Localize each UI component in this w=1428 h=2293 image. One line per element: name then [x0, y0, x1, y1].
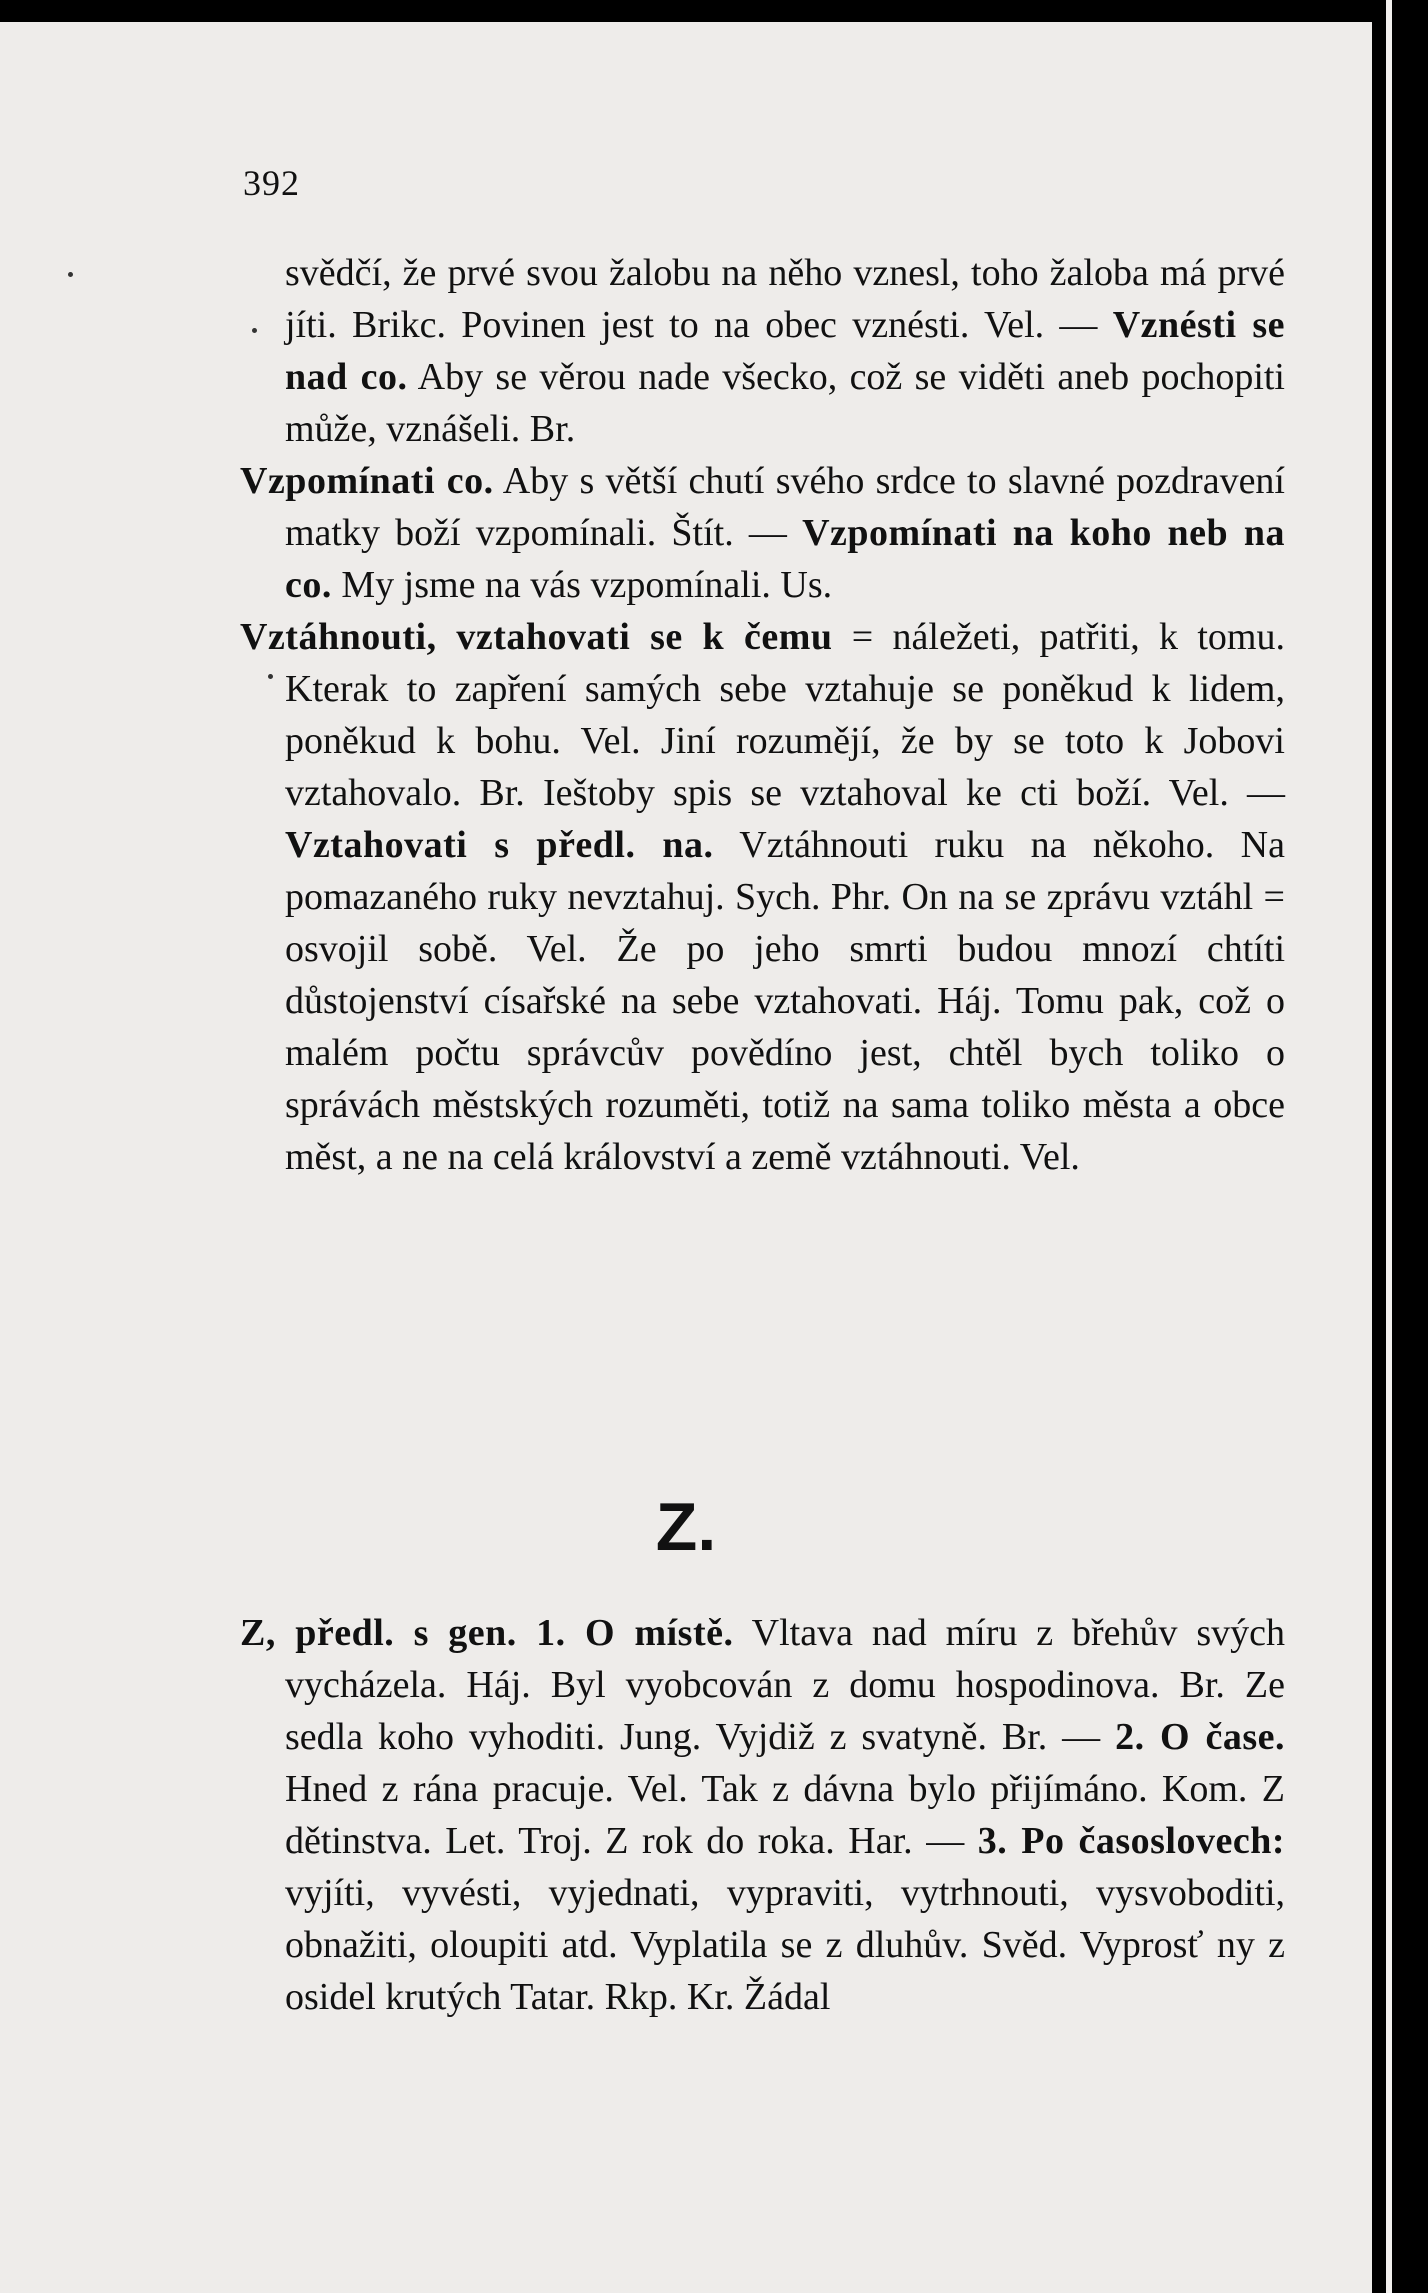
entry-vzpominati: Vzpomínati co. Aby s větší chutí svého srdce to slavné pozdravení matky boží vzpomínali. Štít. — Vzpomínati na koho neb na co. My jsme na vás vzpomínali. Us.: [240, 460, 1285, 606]
section-heading: Z.: [655, 1489, 717, 1565]
headword: 2. O čase.: [1115, 1716, 1286, 1758]
headword: Vzpomínati na koho neb na co.: [285, 512, 1285, 606]
page-number: 392: [243, 163, 300, 203]
headword: 3. Po časoslovech:: [977, 1820, 1286, 1862]
dictionary-text-top: [240, 247, 1285, 1183]
headword: Vztahovati s předl. na.: [285, 824, 714, 866]
headword: Vzpomínati co.: [240, 460, 494, 502]
scan-top-edge: [0, 0, 1372, 22]
entry-vztahnouti: Vztáhnouti, vztahovati se k čemu = náležeti, patřiti, k tomu. Kterak to zapření samých sebe vztahuje se poněkud k lidem, poněkud k bohu. Vel. Jiní rozumějí, že by se toto k Jobovi vztahovalo. Br. Ieštoby spis se vztahoval ke cti boží. Vel. — Vztahovati s předl. na. Vztáhnouti ruku na někoho. Na pomazaného ruky nevztahuj. Sych. Phr. On na se zprávu vztáhl = osvojil sobě. Vel. Že po jeho smrti budou mnozí chtíti důstojenství císařské na sebe vztahovati. Háj. Tomu pak, což o malém počtu správcův povědíno jest, chtěl bych toliko o správách městských rozuměti, totiž na sama toliko města a obce měst, a ne na celá království a země vztáhnouti. Vel.: [240, 616, 1285, 1178]
entry-continuation: svědčí, že prvé svou žalobu na něho vznesl, toho žaloba má prvé jíti. Brikc. Povinen jest to na obec vznésti. Vel. — Vznésti se nad co. Aby se věrou nade všecko, což se viděti aneb pochopiti může, vznášeli. Br.: [285, 252, 1285, 450]
scan-right-edge: [1372, 0, 1428, 2293]
headword: Vznésti se nad co.: [285, 304, 1285, 398]
entry-z: Z, předl. s gen. 1. O místě. Vltava nad míru z břehův svých vycházela. Háj. Byl vyobcován z domu hospodinova. Br. Ze sedla koho vyhoditi. Jung. Vyjdiž z svatyně. Br. — 2. O čase. Hned z rána pracuje. Vel. Tak z dávna bylo přijímáno. Kom. Z dětinstva. Let. Troj. Z rok do roka. Har. — 3. Po časoslovech: vyjíti, vyvésti, vyjednati, vypraviti, vytrhnouti, vysvoboditi, obnažiti, oloupiti atd. Vyplatila se z dluhův. Svěd. Vyprosť ny z osidel krutých Tatar. Rkp. Kr. Žádal: [240, 1612, 1286, 2018]
scan-speck: [68, 272, 73, 277]
dictionary-text-bottom: [240, 1607, 1285, 2023]
scan-edge-line: [1386, 0, 1392, 2293]
headword: Vztáhnouti, vztahovati se k čemu: [240, 616, 833, 658]
headword: Z, předl. s gen. 1. O místě.: [240, 1612, 734, 1654]
